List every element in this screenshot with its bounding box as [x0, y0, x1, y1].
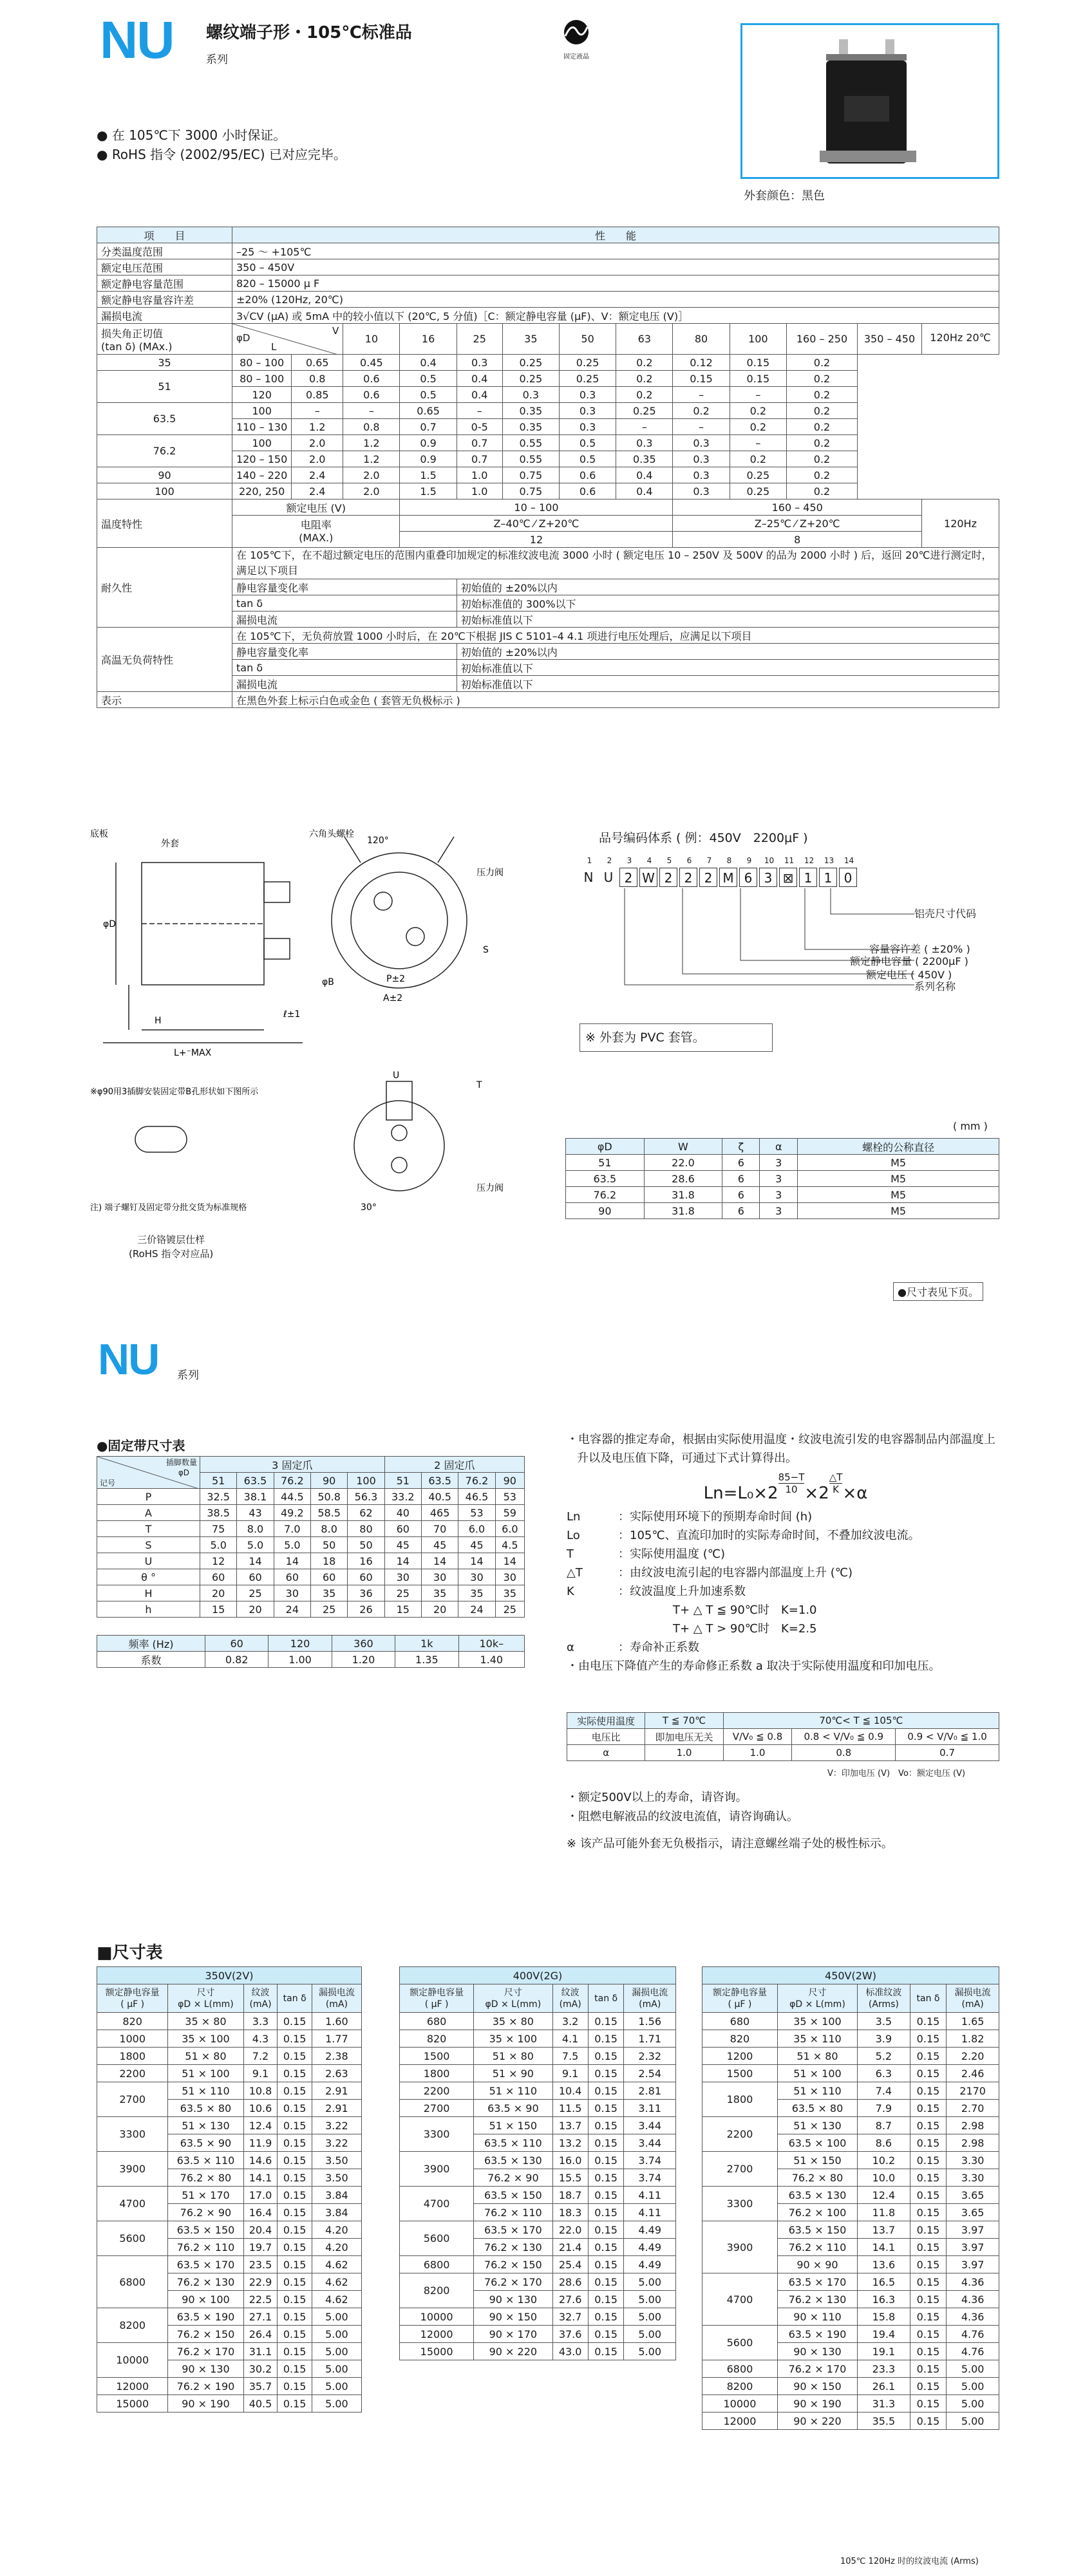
- table-row: 51 22.0 6 3 M5: [566, 1155, 999, 1171]
- table-row: 820 35 × 110 3.9 0.15 1.82: [702, 2030, 999, 2048]
- code-position: 6: [686, 856, 692, 865]
- table-row: 4700 63.5 × 170 16.5 0.15 4.36: [702, 2273, 999, 2291]
- unit-mm: ( mm ): [953, 1120, 988, 1132]
- table-row: 6800 63.5 × 170 23.5 0.15 4.62: [97, 2256, 362, 2273]
- table-row: 63.5 × 110 13.2 0.15 3.44: [400, 2134, 676, 2152]
- code-char: 2: [679, 868, 697, 887]
- code-char: M: [719, 868, 737, 887]
- table-row: 90 × 90 13.6 0.15 3.97: [702, 2256, 999, 2273]
- table-row: 2200 51 × 100 9.1 0.15 2.63: [97, 2065, 362, 2082]
- formula-definition: Ln ：实际使用环境下的预期寿命时间 (h): [567, 1510, 813, 1524]
- table-row: 76.2 × 130 21.4 0.15 4.49: [400, 2239, 676, 2256]
- code-char: 2: [619, 868, 637, 887]
- table-row: 90 × 130 27.6 0.15 5.00: [400, 2291, 676, 2308]
- table-row: 3300 51 × 150 13.7 0.15 3.44: [400, 2117, 676, 2134]
- code-char: 3: [759, 868, 777, 887]
- spec-table: 项 目 性 能 分类温度范围 –25 ～ +105℃ 额定电压范围 350 – 450V 额定静电容量范围 820 – 15000 μ F 额定静电容量容许差 ±20% (120Hz, 20℃) 漏损电流 3√CV (μA) 或 5mA 中的较小值以下 (20℃, 5 分值)［C：额定静电容量 (μF)、V：额定电压 (V)］ 损失角正切值 (tan δ) (MAx.) V φD L 10 16 25 35 50 63 80 100 160 – 250 350 – 450 120Hz 20℃ 35 80 – 100 0.65 0.45 0.4 0.3 0.25 0.25 0.2 0.12 0.15 0.2 51 80 – 100 0.8 0.6 0.5 0.4 0.25 0.25 0.2 0.15 0.15 0.2 120 0.85 0.6 0.5 0.4 0.3 0.3 0.2 – – 0.2 63.5 100 – – 0.65 – 0.35 0.3 0.25 0.2 0.2 0.2 110 – 130 1.2 0.8 0.7 0-5 0.35 0.3 – – 0.2 0.2 76.2 100 2.0 1.2 0.9 0.7 0.55 0.5 0.3 0.3 – 0.2 120 – 150 2.0 1.2 0.9 0.7 0.55 0.5 0.35 0.3 0.2 0.2 90 140 – 220 2.4 2.0 1.5 1.0 0.75 0.6 0.4 0.3 0.25 0.2 100 220, 250 2.4 2.0 1.5 1.0 0.75 0.6 0.4 0.3 0.25 0.2 温度特性 额定电压 (V) 10 – 100 160 – 450 120Hz 电阻率 (MAX.) Z–40℃ ⁄ Z+20℃ Z–25℃ ⁄ Z+20℃ 12 8 耐久性 在 105℃下，在不超过额定电压的范围内重叠印加规定的标准纹波电流 3000 小时 ( 额定电压 10 – 250V 及 500V 的品为 2000 小时 ) 后，返回 20℃进行测定时，满足以下项目 静电容量变化率 初始值的 ±20%以内 tan δ 初始标准值的 300%以下 漏损电流 初始标准值以下 高温无负荷特性 在 105℃下，无负荷放置 1000 小时后，在 20℃下根据 JIS C 5101–4 4.1 项进行电压处理后，应满足以下项目 静电容量变化率 初始值的 ±20%以内 tan δ 初始标准值以下 漏损电流 初始标准值以下 表示 在黑色外套上标示白色或金色 ( 套管无负极标示 ): [97, 227, 999, 708]
- legend-case-code: 铝壳尺寸代码: [914, 908, 977, 920]
- table-row: 76.2 × 110 14.1 0.15 3.97: [702, 2239, 999, 2256]
- table-row: 5600 63.5 × 190 19.4 0.15 4.76: [702, 2326, 999, 2343]
- table-row: 76.2 × 100 11.8 0.15 3.65: [702, 2204, 999, 2221]
- series-logo: NU: [100, 11, 174, 70]
- alpha-table: 实际使用温度 T ≦ 70℃ 70℃< T ≦ 105℃ 电压比 即加电压无关 V/V₀ ≦ 0.8 0.8 < V/V₀ ≦ 0.9 0.9 < V/V₀ ≦ 1.0 α 1.0 1.0 0.8 0.7: [567, 1712, 999, 1761]
- table-row: S 5.0 5.0 5.0 50 50 45 45 45 4.5: [97, 1537, 525, 1553]
- tan-delta-row: 110 – 130 1.2 0.8 0.7 0-5 0.35 0.3 – – 0.2 0.2: [97, 419, 999, 435]
- formula-definition: △T ：由纹波电流引起的电容器内部温度上升 (℃): [567, 1566, 853, 1580]
- code-char: 6: [739, 868, 757, 887]
- band-table: 插脚数量 φD 记号 3 固定爪 2 固定爪 51 63.5 76.2 90 100 51 63.5 76.2 90 P 32.5 38.1 44.5 50.8 56.3 33.2 40.5 46.5 53 A 38.5 43 49.2 58.5 62 40 465 53 59 T 75 8.0 7.0 8.0 80 60 70 6.0 6.0 S 5.0 5.0 5.0 50 50 45 45 45 4.5 U 12 14 14 18 16 14 14 14 14 θ ° 60 60 60 60 60 30 30 30 30 H 20 25 30 35 36 25 35 35 35 h 15 20 24 25 26 15 20 24 25: [97, 1456, 525, 1618]
- table-row: 90 × 110 15.8 0.15 4.36: [702, 2308, 999, 2326]
- code-characters: [580, 868, 859, 887]
- table-row: 3900 63.5 × 130 16.0 0.15 3.74: [400, 2152, 676, 2169]
- code-char: ⊠: [779, 868, 797, 887]
- code-position: 1: [587, 856, 592, 865]
- table-row: 3900 63.5 × 110 14.6 0.15 3.50: [97, 2152, 362, 2169]
- table-row: 1800 51 × 110 7.4 0.15 2170: [702, 2082, 999, 2100]
- table-row: 10000 90 × 150 32.7 0.15 5.00: [400, 2308, 676, 2326]
- table-row: 76.2 × 110 18.3 0.15 4.11: [400, 2204, 676, 2221]
- alpha-note: V：印加电压 (V) Vo：额定电压 (V): [827, 1769, 966, 1778]
- frequency-table: 频率 (Hz) 60 120 360 1k 10k– 系数 0.82 1.00 1.20 1.35 1.40: [97, 1635, 525, 1668]
- table-row: 63.5 × 90 11.9 0.15 3.22: [97, 2134, 362, 2152]
- note-90mm: ※φ90用3插脚安装固定带B孔形状如下图所示: [90, 1087, 259, 1097]
- ripple-footnote: 105℃ 120Hz 时的纹波电流 (Arms): [840, 2557, 979, 2566]
- table-row: h 15 20 24 25 26 15 20 24 25: [97, 1601, 525, 1618]
- table-row: 76.2 × 80 14.1 0.15 3.50: [97, 2169, 362, 2187]
- table-row: 15000 90 × 190 40.5 0.15 5.00: [97, 2395, 362, 2413]
- certification-badge: 固定液晶: [560, 19, 592, 61]
- dim-s: S: [483, 945, 489, 955]
- table-row: 1500 51 × 100 6.3 0.15 2.46: [702, 2065, 999, 2082]
- table-row: 76.2 31.8 6 3 M5: [566, 1187, 999, 1203]
- table-row: 10000 76.2 × 170 31.1 0.15 5.00: [97, 2343, 362, 2360]
- dimension-table-0: 350V(2V) 额定静电容量 ( μF ) 尺寸 φD × L(mm) 纹波 (mA) tan δ 漏损电流 (mA) 820 35 × 80 3.3 0.15 1.60 1000 35 × 100 4.3 0.15 1.77 1800 51 × 80 7.2 0.15 2.38 2200 51 × 100 9.1 0.15 2.63 2700 51 × 110 10.8 0.15 2.91 63.5 × 80 10.6 0.15 2.91 3300 51 × 130 12.4 0.15 3.22 63.5 × 90 11.9 0.15 3.22 3900 63.5 × 110 14.6 0.15 3.50 76.2 × 80 14.1 0.15 3.50 4700 51 × 170 17.0 0.15 3.84 76.2 × 90 16.4 0.15 3.84 5600 63.5 × 150 20.4 0.15 4.20 76.2 × 110 19.7 0.15 4.20 6800 63.5 × 170 23.5 0.15 4.62 76.2 × 130 22.9 0.15 4.62 90 × 100 22.5 0.15 4.62 8200 63.5 × 190 27.1 0.15 5.00 76.2 × 150 26.4 0.15 5.00 10000 76.2 × 170 31.1 0.15 5.00 90 × 130 30.2 0.15 5.00 12000 76.2 × 190 35.7 0.15 5.00 15000 90 × 190 40.5 0.15 5.00: [97, 1966, 362, 2413]
- table-row: 76.2 × 130 16.3 0.15 4.36: [702, 2291, 999, 2308]
- tan-delta-row: 35 80 – 100 0.65 0.45 0.4 0.3 0.25 0.25 0.2 0.12 0.15 0.2: [97, 355, 999, 371]
- code-char: 1: [819, 868, 837, 887]
- life-formula-section: ・电容器的推定寿命，根据由实际使用温度・纹波电流引发的电容器制品内部温度上升以及电压值下降，可通过下式计算得出。 Ln=L₀×2 $\frac{85-T}{10}$ ×2 $\frac{\triangle T}{K}$ ×α Ln ：实际使用环境下的预期寿命时间 (h) Lo ：105℃、直流印加时的实际寿命时间，不叠加纹波电流。 T ：实际使用温度 (℃) △T ：由纹波电流引起的电容器内部温度上升 (℃) K ：纹波温度上升加速系数 T+ △ T ≦ 90℃时 K=1.0 T+ △ T > 90℃时 K=2.5 α ：寿命补正系数 ・由电压下降值产生的寿命修正系数 a 取决于实际使用温度和印加电压。: [567, 1430, 1004, 1675]
- tan-delta-row: 120 – 150 2.0 1.2 0.9 0.7 0.55 0.5 0.35 0.3 0.2 0.2: [97, 451, 999, 467]
- table-row: 820 35 × 80 3.3 0.15 1.60: [97, 2013, 362, 2030]
- tan-delta-row: 51 80 – 100 0.8 0.6 0.5 0.4 0.25 0.25 0.2 0.15 0.15 0.2: [97, 371, 999, 387]
- formula-definition: T ：实际使用温度 (℃): [567, 1547, 725, 1561]
- table-row: 1500 51 × 80 7.5 0.15 2.32: [400, 2048, 676, 2065]
- dim-h: H: [155, 1016, 162, 1026]
- dimension-drawing: [90, 824, 592, 1262]
- product-photo: [740, 23, 999, 179]
- dimension-table-2: 450V(2W) 额定静电容量 ( μF ) 尺寸 φD × L(mm) 标准纹波 (Arms) tan δ 漏损电流 (mA) 680 35 × 100 3.5 0.15 1.65 820 35 × 110 3.9 0.15 1.82 1200 51 × 80 5.2 0.15 2.20 1500 51 × 100 6.3 0.15 2.46 1800 51 × 110 7.4 0.15 2170 63.5 × 80 7.9 0.15 2.70 2200 51 × 130 8.7 0.15 2.98 63.5 × 100 8.6 0.15 2.98 2700 51 × 150 10.2 0.15 3.30 76.2 × 80 10.0 0.15 3.30 3300 63.5 × 130 12.4 0.15 3.65 76.2 × 100 11.8 0.15 3.65 3900 63.5 × 150 13.7 0.15 3.97 76.2 × 110 14.1 0.15 3.97 90 × 90 13.6 0.15 3.97 4700 63.5 × 170 16.5 0.15 4.36 76.2 × 130 16.3 0.15 4.36 90 × 110 15.8 0.15 4.36 5600 63.5 × 190 19.4 0.15 4.76 90 × 130 19.1 0.15 4.76 6800 76.2 × 170 23.3 0.15 5.00 8200 90 × 150 26.1 0.15 5.00 10000 90 × 190 31.3 0.15 5.00 12000 90 × 220 35.5 0.15 5.00: [702, 1966, 999, 2430]
- feature-list: [97, 126, 346, 164]
- table-row: 76.2 × 150 26.4 0.15 5.00: [97, 2326, 362, 2343]
- table-row: 1200 51 × 80 5.2 0.15 2.20: [702, 2048, 999, 2065]
- label-pressure-valve: 压力阀: [476, 868, 504, 878]
- formula-definition: K ：纹波温度上升加速系数: [567, 1585, 746, 1598]
- formula-definitions: [567, 1507, 1004, 1601]
- code-char: W: [639, 868, 657, 887]
- table-row: 63.5 28.6 6 3 M5: [566, 1171, 999, 1187]
- code-position: 2: [607, 856, 612, 865]
- code-position: 5: [666, 856, 672, 865]
- table-row: H 20 25 30 35 36 25 35 35 35: [97, 1585, 525, 1601]
- table-row: 63.5 × 100 8.6 0.15 2.98: [702, 2134, 999, 2152]
- table-row: 3900 63.5 × 150 13.7 0.15 3.97: [702, 2221, 999, 2239]
- table-row: 6800 76.2 × 150 25.4 0.15 4.49: [400, 2256, 676, 2273]
- tan-delta-rows: [97, 355, 999, 499]
- code-char: 0: [839, 868, 857, 887]
- w-dimension-table: φD W ζ α 螺栓的公称直径 51 22.0 6 3 M5 63.5 28.6 6 3 M5 76.2 31.8 6 3 M5 90 31.8 6 3 M5: [565, 1138, 999, 1219]
- table-row: 10000 90 × 190 31.3 0.15 5.00: [702, 2395, 999, 2413]
- code-position: 12: [804, 856, 815, 865]
- table-row: 15000 90 × 220 43.0 0.15 5.00: [400, 2343, 676, 2360]
- table-row: 8200 90 × 150 26.1 0.15 5.00: [702, 2378, 999, 2395]
- legend-voltage: 额定电压 ( 450V ): [866, 969, 952, 981]
- life-notes: ・额定500V以上的寿命，请咨询。 ・阻燃电解液品的纹波电流值，请咨询确认。: [567, 1791, 798, 1824]
- dim-ell: ℓ±1: [283, 1009, 301, 1020]
- formula-definition: Lo ：105℃、直流印加时的实际寿命时间，不叠加纹波电流。: [567, 1529, 920, 1542]
- table-row: θ ° 60 60 60 60 60 30 30 30 30: [97, 1569, 525, 1585]
- table-row: 63.5 × 80 7.9 0.15 2.70: [702, 2100, 999, 2117]
- table-row: P 32.5 38.1 44.5 50.8 56.3 33.2 40.5 46.5 53: [97, 1489, 525, 1505]
- table-row: 2200 51 × 130 8.7 0.15 2.98: [702, 2117, 999, 2134]
- code-position: 10: [764, 856, 775, 865]
- capacitor-image: [742, 25, 997, 177]
- label-sleeve: 外套: [161, 839, 179, 849]
- legend-tolerance: 容量容许差 ( ±20% ): [869, 943, 970, 955]
- legend-capacitance: 额定静电容量 ( 2200μF ): [850, 955, 968, 967]
- code-char: U: [603, 870, 614, 885]
- table-row: 90 × 130 19.1 0.15 4.76: [702, 2343, 999, 2360]
- series-logo-2: NU: [98, 1335, 159, 1384]
- sleeve-color-caption: 外套颜色：黑色: [744, 189, 825, 203]
- dimension-tables: [97, 1966, 999, 2546]
- label-pressure-valve-2: 压力阀: [476, 1183, 504, 1193]
- code-char: 2: [699, 868, 717, 887]
- dim-30: 30°: [361, 1202, 377, 1213]
- legend-series: 系列名称: [914, 980, 956, 993]
- code-position: 9: [746, 856, 752, 865]
- rohs-note: 三价铬镀层仕样 (RoHS 指令对应品): [129, 1234, 214, 1260]
- code-position: 3: [627, 856, 632, 865]
- tan-delta-row: 63.5 100 – – 0.65 – 0.35 0.3 0.25 0.2 0.2 0.2: [97, 403, 999, 419]
- table-row: 90 31.8 6 3 M5: [566, 1203, 999, 1219]
- code-title: 品号编码体系 ( 例：450V 2200μF ): [599, 831, 808, 845]
- table-row: 76.2 × 90 16.4 0.15 3.84: [97, 2204, 362, 2221]
- dim-l: L+⁻MAX: [174, 1048, 212, 1058]
- code-char: 2: [659, 868, 677, 887]
- series-label-2: 系列: [177, 1369, 199, 1382]
- dim-u: U: [393, 1070, 400, 1081]
- label-bolt: 六角头螺栓: [309, 829, 354, 839]
- table-row: 1800 51 × 90 9.1 0.15 2.54: [400, 2065, 676, 2082]
- table-row: 2700 51 × 110 10.8 0.15 2.91: [97, 2082, 362, 2100]
- tan-delta-row: 120 0.85 0.6 0.5 0.4 0.3 0.3 0.2 – – 0.2: [97, 387, 999, 403]
- dim-b: φB: [322, 977, 334, 987]
- next-page-note: ●尺寸表见下页。: [893, 1282, 983, 1301]
- code-position: 14: [844, 856, 854, 865]
- series-label: 系列: [206, 53, 228, 66]
- table-row: 12000 90 × 170 37.6 0.15 5.00: [400, 2326, 676, 2343]
- table-row: A 38.5 43 49.2 58.5 62 40 465 53 59: [97, 1505, 525, 1521]
- code-positions: [580, 856, 859, 865]
- table-row: 76.2 × 130 22.9 0.15 4.62: [97, 2273, 362, 2291]
- table-row: 5600 63.5 × 170 22.0 0.15 4.49: [400, 2221, 676, 2239]
- tan-delta-row: 76.2 100 2.0 1.2 0.9 0.7 0.55 0.5 0.3 0.3 – 0.2: [97, 435, 999, 451]
- table-row: U 12 14 14 18 16 14 14 14 14: [97, 1553, 525, 1569]
- code-position: 7: [706, 856, 712, 865]
- table-row: 1000 35 × 100 4.3 0.15 1.77: [97, 2030, 362, 2048]
- feature-item: ● 在 105℃下 3000 小时保证。: [97, 127, 287, 143]
- table-row: 1800 51 × 80 7.2 0.15 2.38: [97, 2048, 362, 2065]
- dim-phid: φD: [103, 919, 117, 929]
- table-row: 4700 63.5 × 150 18.7 0.15 4.11: [400, 2187, 676, 2204]
- table-row: 680 35 × 100 3.5 0.15 1.65: [702, 2013, 999, 2030]
- table-row: 2700 51 × 150 10.2 0.15 3.30: [702, 2152, 999, 2169]
- pvc-note: ※ 外套为 PVC 套管。: [580, 1023, 773, 1052]
- table-row: 12000 90 × 220 35.5 0.15 5.00: [702, 2413, 999, 2430]
- dim-p: P±2: [386, 974, 406, 984]
- table-row: 12000 76.2 × 190 35.7 0.15 5.00: [97, 2378, 362, 2395]
- table-row: 2700 63.5 × 90 11.5 0.15 3.11: [400, 2100, 676, 2117]
- note-terminal: 注) 端子螺钉及固定带分批交货为标准规格: [90, 1203, 247, 1213]
- table-row: 3300 51 × 130 12.4 0.15 3.22: [97, 2117, 362, 2134]
- table-row: 76.2 × 90 15.5 0.15 3.74: [400, 2169, 676, 2187]
- dimension-table-1: 400V(2G) 额定静电容量 ( μF ) 尺寸 φD × L(mm) 纹波 (mA) tan δ 漏损电流 (mA) 680 35 × 80 3.2 0.15 1.56 820 35 × 100 4.1 0.15 1.71 1500 51 × 80 7.5 0.15 2.32 1800 51 × 90 9.1 0.15 2.54 2200 51 × 110 10.4 0.15 2.81 2700 63.5 × 90 11.5 0.15 3.11 3300 51 × 150 13.7 0.15 3.44 63.5 × 110 13.2 0.15 3.44 3900 63.5 × 130 16.0 0.15 3.74 76.2 × 90 15.5 0.15 3.74 4700 63.5 × 150 18.7 0.15 4.11 76.2 × 110 18.3 0.15 4.11 5600 63.5 × 170 22.0 0.15 4.49 76.2 × 130 21.4 0.15 4.49 6800 76.2 × 150 25.4 0.15 4.49 8200 76.2 × 170 28.6 0.15 5.00 90 × 130 27.6 0.15 5.00 10000 90 × 150 32.7 0.15 5.00 12000 90 × 170 37.6 0.15 5.00 15000 90 × 220 43.0 0.15 5.00: [399, 1966, 676, 2360]
- table-row: 2200 51 × 110 10.4 0.15 2.81: [400, 2082, 676, 2100]
- table-row: 76.2 × 110 19.7 0.15 4.20: [97, 2239, 362, 2256]
- polarity-note: ※ 该产品可能外套无负极指示，请注意螺丝端子处的极性标示。: [567, 1837, 893, 1851]
- table-row: 76.2 × 80 10.0 0.15 3.30: [702, 2169, 999, 2187]
- code-position: 4: [646, 856, 652, 865]
- feature-item: ● RoHS 指令 (2002/95/EC) 已对应完毕。: [97, 147, 346, 162]
- tan-delta-row: 90 140 – 220 2.4 2.0 1.5 1.0 0.75 0.6 0.4 0.3 0.25 0.2: [97, 467, 999, 483]
- dim-a: A±2: [383, 993, 403, 1003]
- table-row: 820 35 × 100 4.1 0.15 1.71: [400, 2030, 676, 2048]
- table-row: 8200 76.2 × 170 28.6 0.15 5.00: [400, 2273, 676, 2291]
- code-position: 8: [726, 856, 732, 865]
- dim-t: T: [476, 1080, 482, 1090]
- tan-delta-row: 100 220, 250 2.4 2.0 1.5 1.0 0.75 0.6 0.4 0.3 0.25 0.2: [97, 483, 999, 499]
- page-title: 螺纹端子形・105℃标准品: [206, 23, 412, 42]
- table-row: 6800 76.2 × 170 23.3 0.15 5.00: [702, 2360, 999, 2378]
- table-row: 3300 63.5 × 130 12.4 0.15 3.65: [702, 2187, 999, 2204]
- formula: Ln=L₀×2 $\frac{85-T}{10}$ ×2 $\frac{\triangle T}{K}$ ×α: [703, 1471, 868, 1503]
- label-base: 底板: [90, 829, 108, 839]
- table-row: 5600 63.5 × 150 20.4 0.15 4.20: [97, 2221, 362, 2239]
- table-row: 4700 51 × 170 17.0 0.15 3.84: [97, 2187, 362, 2204]
- dim-120: 120°: [367, 835, 389, 846]
- band-table-title: ●固定带尺寸表: [97, 1438, 185, 1453]
- table-row: 63.5 × 80 10.6 0.15 2.91: [97, 2100, 362, 2117]
- table-row: 90 × 130 30.2 0.15 5.00: [97, 2360, 362, 2378]
- code-position: 11: [784, 856, 795, 865]
- code-position: 13: [824, 856, 834, 865]
- hr-logo-icon: [560, 19, 592, 48]
- table-row: 8200 63.5 × 190 27.1 0.15 5.00: [97, 2308, 362, 2326]
- dimension-table-title: ■尺寸表: [97, 1943, 163, 1963]
- code-char: N: [583, 870, 594, 885]
- table-row: T 75 8.0 7.0 8.0 80 60 70 6.0 6.0: [97, 1521, 525, 1537]
- code-char: 1: [799, 868, 817, 887]
- table-row: 90 × 100 22.5 0.15 4.62: [97, 2291, 362, 2308]
- table-row: 680 35 × 80 3.2 0.15 1.56: [400, 2013, 676, 2030]
